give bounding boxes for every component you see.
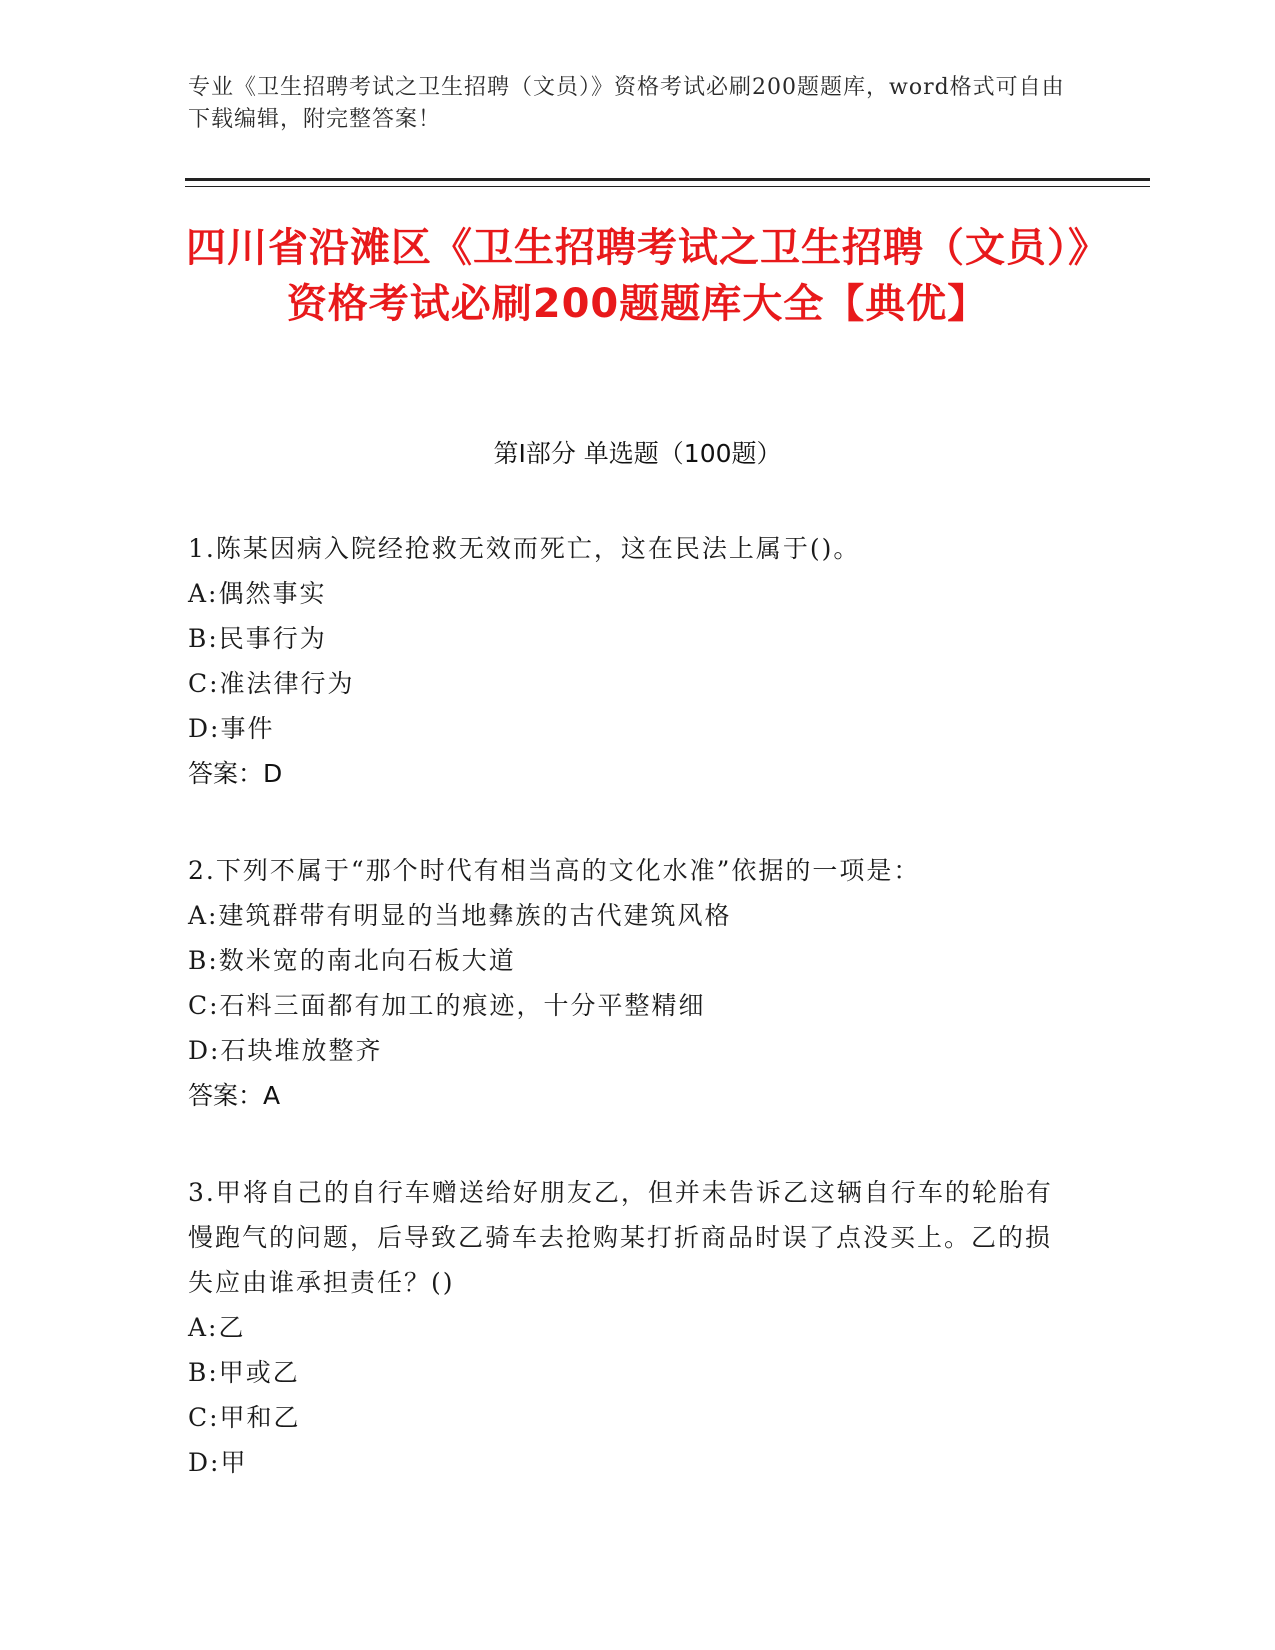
question-stem: 3.甲将自己的自行车赠送给好朋友乙，但并未告诉乙这辆自行车的轮胎有慢跑气的问题，后导致乙骑车去抢购某打折商品时误了点没买上。乙的损失应由谁承担责任？() (188, 1178, 1053, 1297)
question-stem: 1.陈某因病入院经抢救无效而死亡，这在民法上属于()。 (188, 534, 861, 563)
question-2 (188, 848, 1068, 1118)
option-b: B:民事行为 (188, 624, 327, 653)
question-1 (188, 526, 1068, 796)
option-d: D:石块堆放整齐 (188, 1036, 383, 1065)
option-d: D:甲 (188, 1448, 248, 1477)
section-heading: 第I部分 单选题（100题） (493, 439, 782, 468)
option-c: C:准法律行为 (188, 669, 355, 698)
question-3 (188, 1170, 1068, 1485)
document-title: 四川省沿滩区《卫生招聘考试之卫生招聘（文员）》资格考试必刷200题题库大全【典优】 (186, 225, 1089, 327)
option-d: D:事件 (188, 714, 275, 743)
answer: 答案：A (188, 1081, 281, 1110)
option-a: A:建筑群带有明显的当地彝族的古代建筑风格 (188, 901, 732, 930)
option-c: C:甲和乙 (188, 1403, 301, 1432)
answer: 答案：D (188, 759, 283, 788)
header-divider-thin (185, 186, 1150, 187)
question-stem: 2.下列不属于“那个时代有相当高的文化水准”依据的一项是： (188, 856, 921, 885)
option-b: B:甲或乙 (188, 1358, 300, 1387)
option-a: A:乙 (188, 1313, 246, 1342)
option-c: C:石料三面都有加工的痕迹，十分平整精细 (188, 991, 706, 1020)
option-a: A:偶然事实 (188, 579, 327, 608)
header-divider-thick (185, 178, 1150, 181)
header-note: 专业《卫生招聘考试之卫生招聘（文员）》资格考试必刷200题题库，word格式可自由下载编辑，附完整答案！ (188, 75, 1065, 132)
question-list (188, 526, 1068, 1537)
option-b: B:数米宽的南北向石板大道 (188, 946, 516, 975)
